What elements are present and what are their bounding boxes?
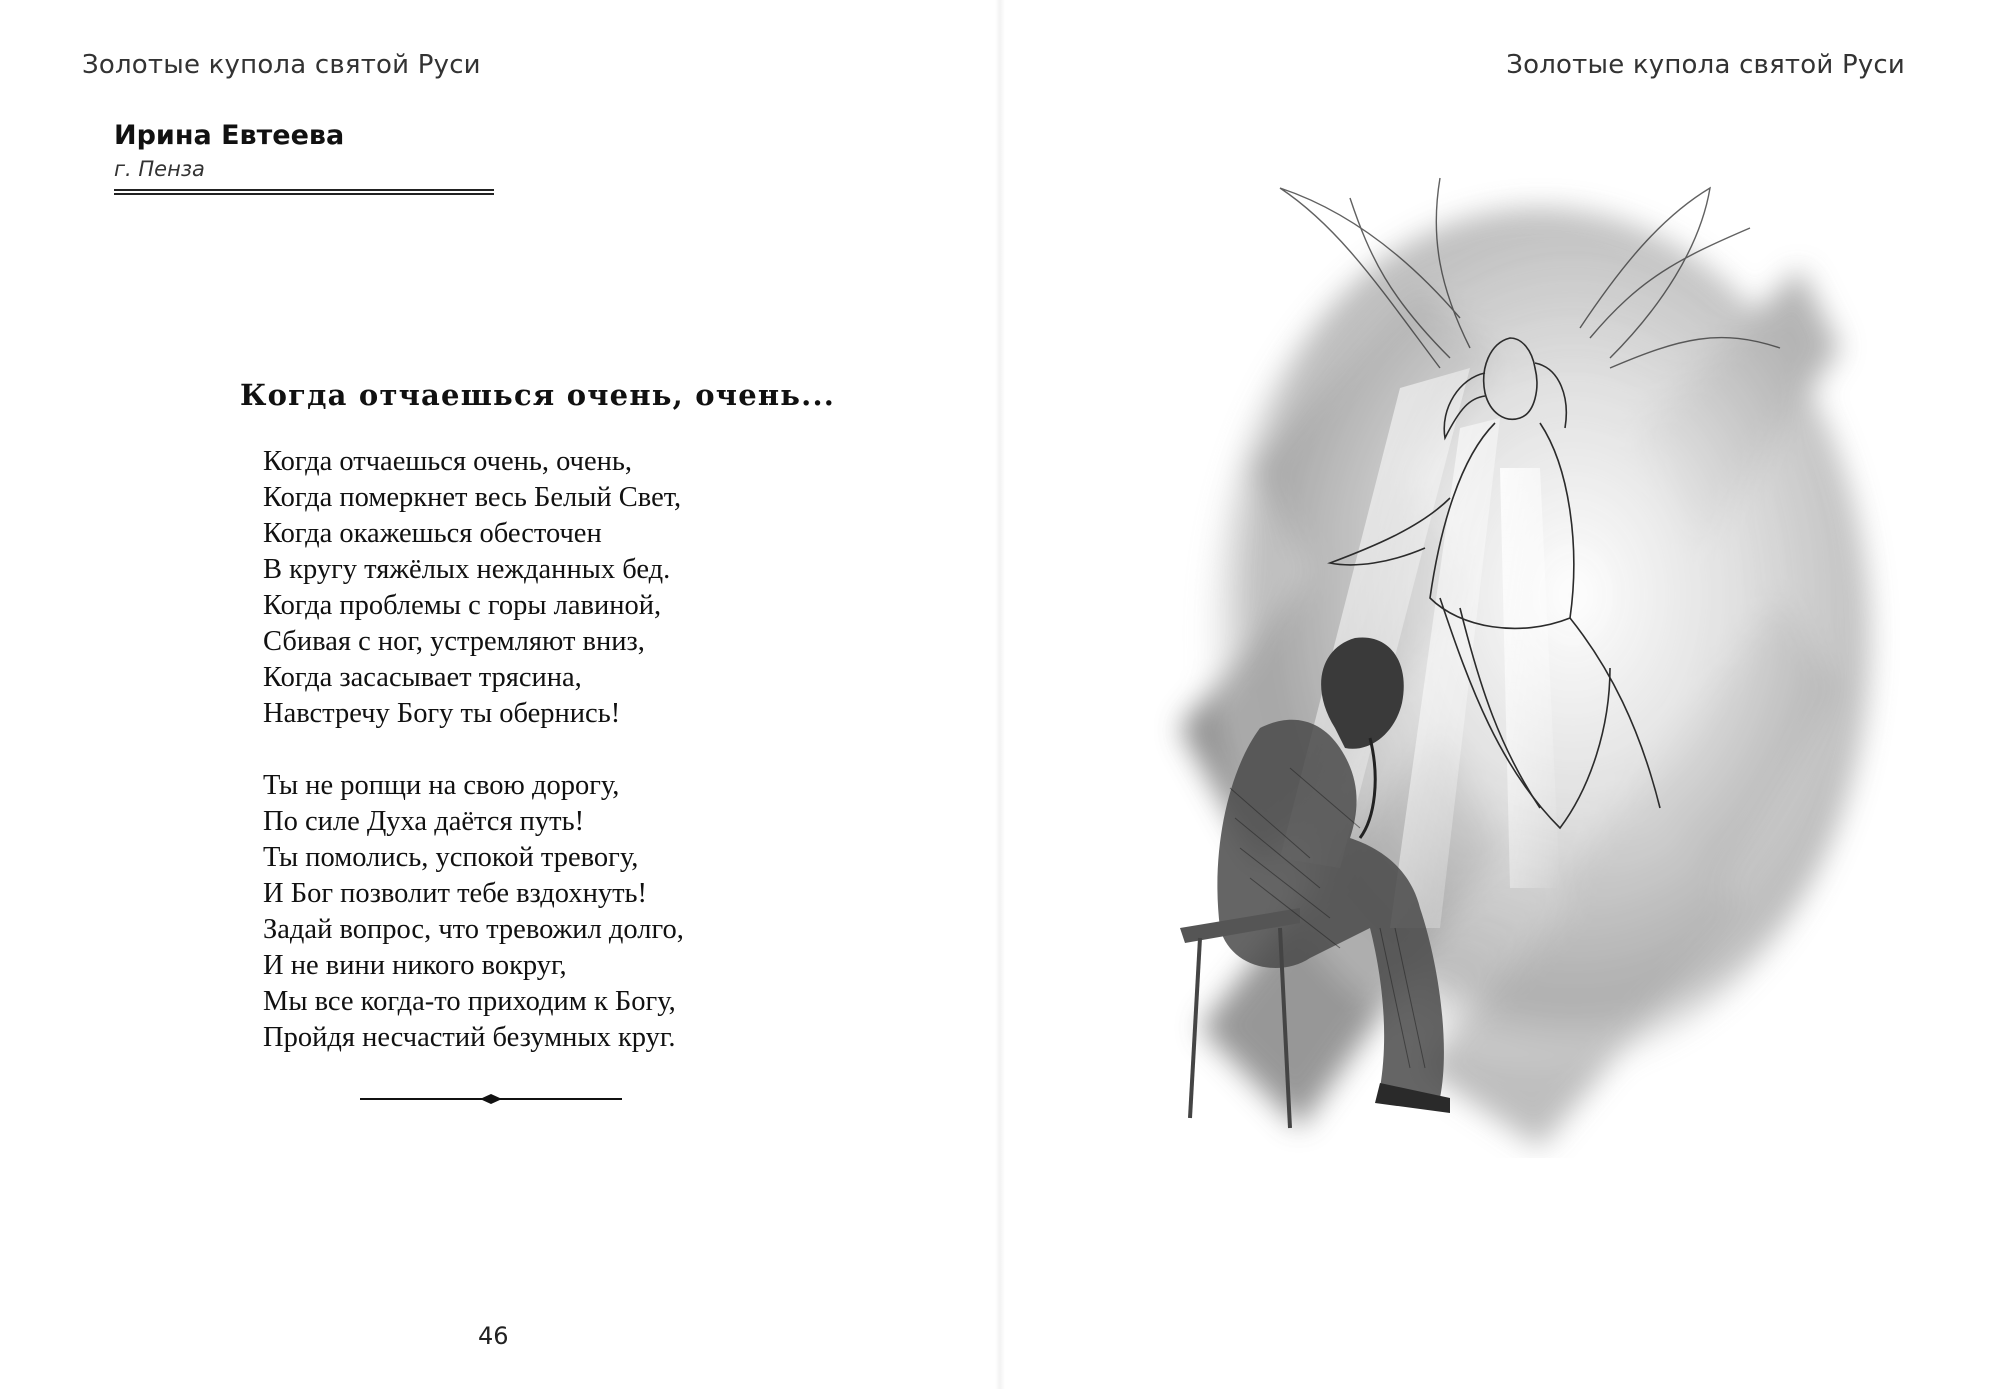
poem-line: Сбивая с ног, устремляют вниз, [263, 626, 645, 657]
poem-line: Пройдя несчастий безумных круг. [263, 1022, 676, 1053]
poem-line: Задай вопрос, что тревожил долго, [263, 914, 684, 945]
page-number: 46 [478, 1322, 509, 1350]
poem-line: Мы все когда-то приходим к Богу, [263, 986, 676, 1017]
angel-illustration [1140, 168, 1900, 1158]
running-head-left: Золотые купола святой Руси [82, 50, 481, 80]
author-block [114, 120, 494, 195]
poem-line: Когда проблемы с горы лавиной, [263, 590, 662, 621]
poem-line: Когда засасывает трясина, [263, 662, 582, 693]
poem-body [263, 444, 684, 1092]
right-page [1000, 0, 2000, 1389]
stanza-1 [263, 444, 684, 732]
poem-line: Когда окажешься обесточен [263, 518, 602, 549]
poem-line: По силе Духа даётся путь! [263, 806, 585, 837]
poem-line: Навстречу Богу ты обернись! [263, 698, 621, 729]
poem-line: Ты помолись, успокой тревогу, [263, 842, 639, 873]
running-head-right: Золотые купола святой Руси [1506, 50, 1905, 80]
poem-line: И не вини никого вокруг, [263, 950, 567, 981]
poem-title: Когда отчаешься очень, очень... [240, 378, 836, 412]
poem-line: Когда отчаешься очень, очень, [263, 446, 633, 477]
author-name: Ирина Евтеева [114, 120, 345, 151]
poem-line: И Бог позволит тебе вздохнуть! [263, 878, 648, 909]
end-ornament [360, 1092, 622, 1106]
poem-line: Ты не ропщи на свою дорогу, [263, 770, 620, 801]
poem-line: Когда померкнет весь Белый Свет, [263, 482, 682, 513]
author-city: г. Пенза [114, 157, 205, 181]
poem-line: В кругу тяжёлых нежданных бед. [263, 554, 671, 585]
author-divider [114, 189, 494, 195]
stanza-2 [263, 768, 684, 1056]
